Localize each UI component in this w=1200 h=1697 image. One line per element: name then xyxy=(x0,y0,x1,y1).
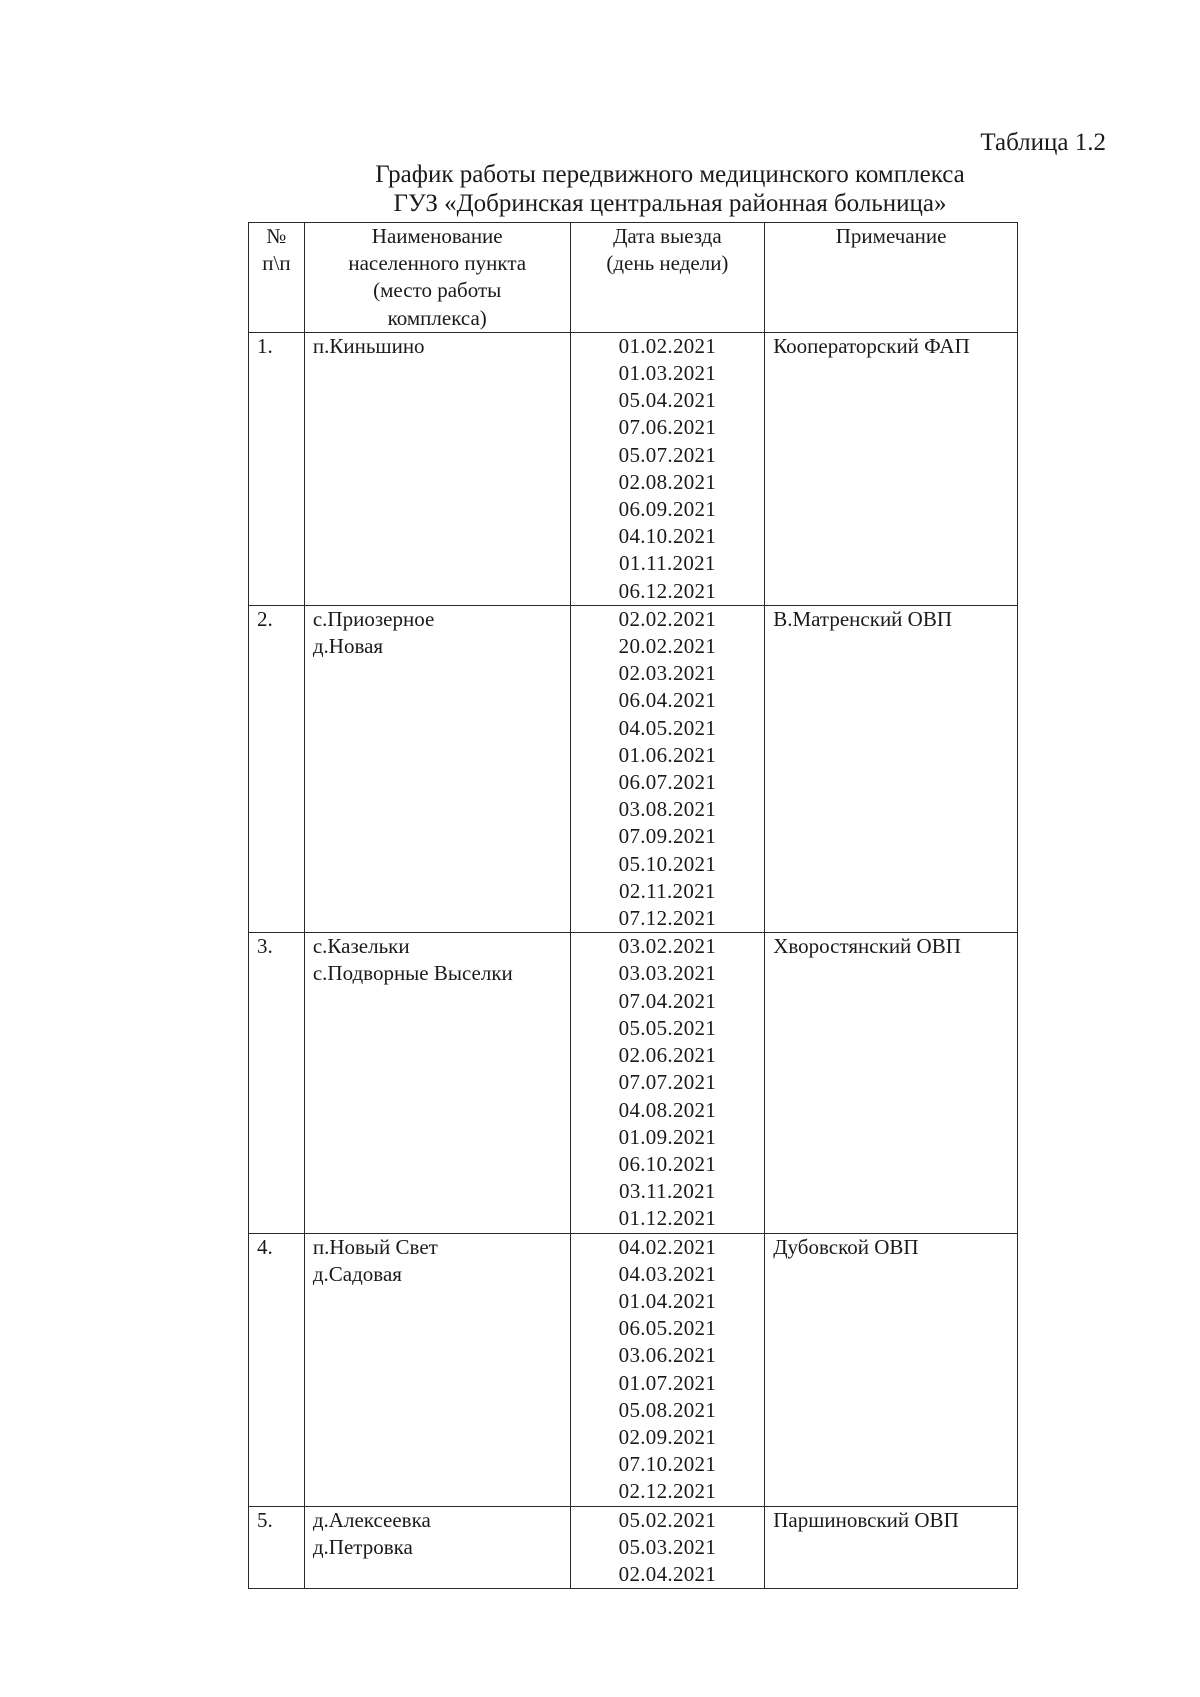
departure-date: 01.04.2021 xyxy=(618,1288,717,1313)
departure-date: 05.07.2021 xyxy=(618,442,717,467)
departure-date: 02.02.2021 xyxy=(618,606,717,631)
departure-dates-cell xyxy=(570,332,765,605)
document-title xyxy=(250,160,1090,218)
settlement-cell xyxy=(304,1506,570,1589)
settlement-name: д.Петровка xyxy=(312,1534,413,1559)
note-cell: Хворостянский ОВП xyxy=(765,933,1018,1233)
departure-date: 05.10.2021 xyxy=(618,851,717,876)
table-row xyxy=(249,332,1018,605)
row-number: 5. xyxy=(249,1506,305,1589)
departure-date: 06.07.2021 xyxy=(618,770,717,795)
row-number: 4. xyxy=(249,1233,305,1506)
departure-date: 02.11.2021 xyxy=(619,878,716,903)
settlement-name: с.Приозерное xyxy=(312,606,435,631)
departure-date: 03.03.2021 xyxy=(618,961,717,986)
departure-date: 03.11.2021 xyxy=(619,1179,716,1204)
settlement-name: п.Новый Свет xyxy=(312,1234,438,1259)
note-cell: Кооператорский ФАП xyxy=(765,332,1018,605)
settlement-cell xyxy=(304,933,570,1233)
row-number: 1. xyxy=(249,332,305,605)
departure-date: 03.08.2021 xyxy=(618,797,717,822)
departure-date: 06.12.2021 xyxy=(618,578,717,603)
row-number: 2. xyxy=(249,605,305,932)
departure-date: 02.12.2021 xyxy=(618,1479,717,1504)
title-line-1: График работы передвижного медицинского комплекса xyxy=(375,161,965,188)
departure-date: 07.07.2021 xyxy=(618,1070,717,1095)
table-row xyxy=(249,1233,1018,1506)
settlement-name: д.Садовая xyxy=(312,1261,402,1286)
departure-date: 02.03.2021 xyxy=(618,661,717,686)
departure-date: 02.04.2021 xyxy=(618,1561,717,1586)
departure-date: 04.02.2021 xyxy=(618,1234,717,1259)
departure-date: 01.09.2021 xyxy=(618,1124,717,1149)
column-header-dates: Дата выезда (день недели) xyxy=(570,223,765,333)
departure-date: 06.09.2021 xyxy=(618,497,717,522)
note-cell: Паршиновский ОВП xyxy=(765,1506,1018,1589)
table-number-label: Таблица 1.2 xyxy=(980,129,1106,156)
settlement-cell xyxy=(304,605,570,932)
table-header-row xyxy=(249,223,1018,333)
departure-date: 06.10.2021 xyxy=(618,1151,717,1176)
departure-date: 02.09.2021 xyxy=(618,1424,717,1449)
departure-date: 05.04.2021 xyxy=(618,388,717,413)
table-row xyxy=(249,605,1018,932)
departure-date: 03.02.2021 xyxy=(618,934,717,959)
schedule-table-body xyxy=(249,332,1018,1588)
departure-date: 07.09.2021 xyxy=(618,824,717,849)
departure-dates-cell xyxy=(570,1506,765,1589)
title-line-2: ГУЗ «Добринская центральная районная больница» xyxy=(393,190,947,217)
departure-dates-cell xyxy=(570,605,765,932)
departure-date: 04.08.2021 xyxy=(618,1097,717,1122)
column-header-number: № п\п xyxy=(249,223,305,333)
settlement-name: с.Подворные Выселки xyxy=(312,961,513,986)
table-row xyxy=(249,933,1018,1233)
departure-date: 03.06.2021 xyxy=(618,1343,717,1368)
departure-date: 05.05.2021 xyxy=(618,1015,717,1040)
departure-date: 05.02.2021 xyxy=(618,1507,717,1532)
departure-date: 05.03.2021 xyxy=(618,1534,717,1559)
column-header-place: Наименование населенного пункта (место работы комплекса) xyxy=(304,223,570,333)
settlement-name: п.Киньшино xyxy=(312,333,425,358)
departure-date: 01.11.2021 xyxy=(619,551,716,576)
departure-date: 06.04.2021 xyxy=(618,688,717,713)
departure-date: 05.08.2021 xyxy=(618,1397,717,1422)
note-cell: В.Матренский ОВП xyxy=(765,605,1018,932)
departure-date: 01.02.2021 xyxy=(618,333,717,358)
departure-date: 07.12.2021 xyxy=(618,906,717,931)
departure-date: 04.10.2021 xyxy=(618,524,717,549)
departure-date: 07.04.2021 xyxy=(618,988,717,1013)
settlement-name: с.Казельки xyxy=(312,934,410,959)
departure-dates-cell xyxy=(570,1233,765,1506)
schedule-table xyxy=(248,222,1018,1589)
departure-date: 01.07.2021 xyxy=(618,1370,717,1395)
departure-date: 04.03.2021 xyxy=(618,1261,717,1286)
departure-date: 01.12.2021 xyxy=(618,1206,717,1231)
departure-date: 04.05.2021 xyxy=(618,715,717,740)
departure-date: 20.02.2021 xyxy=(618,634,717,659)
column-header-note: Примечание xyxy=(765,223,1018,333)
settlement-cell xyxy=(304,1233,570,1506)
row-number: 3. xyxy=(249,933,305,1233)
departure-date: 06.05.2021 xyxy=(618,1316,717,1341)
table-row xyxy=(249,1506,1018,1589)
departure-date: 01.06.2021 xyxy=(618,742,717,767)
note-cell: Дубовской ОВП xyxy=(765,1233,1018,1506)
departure-dates-cell xyxy=(570,933,765,1233)
settlement-name: д.Алексеевка xyxy=(312,1507,431,1532)
settlement-name: д.Новая xyxy=(312,634,384,659)
departure-date: 07.10.2021 xyxy=(618,1452,717,1477)
departure-date: 02.08.2021 xyxy=(618,469,717,494)
departure-date: 07.06.2021 xyxy=(618,415,717,440)
settlement-cell xyxy=(304,332,570,605)
departure-date: 01.03.2021 xyxy=(618,361,717,386)
departure-date: 02.06.2021 xyxy=(618,1043,717,1068)
